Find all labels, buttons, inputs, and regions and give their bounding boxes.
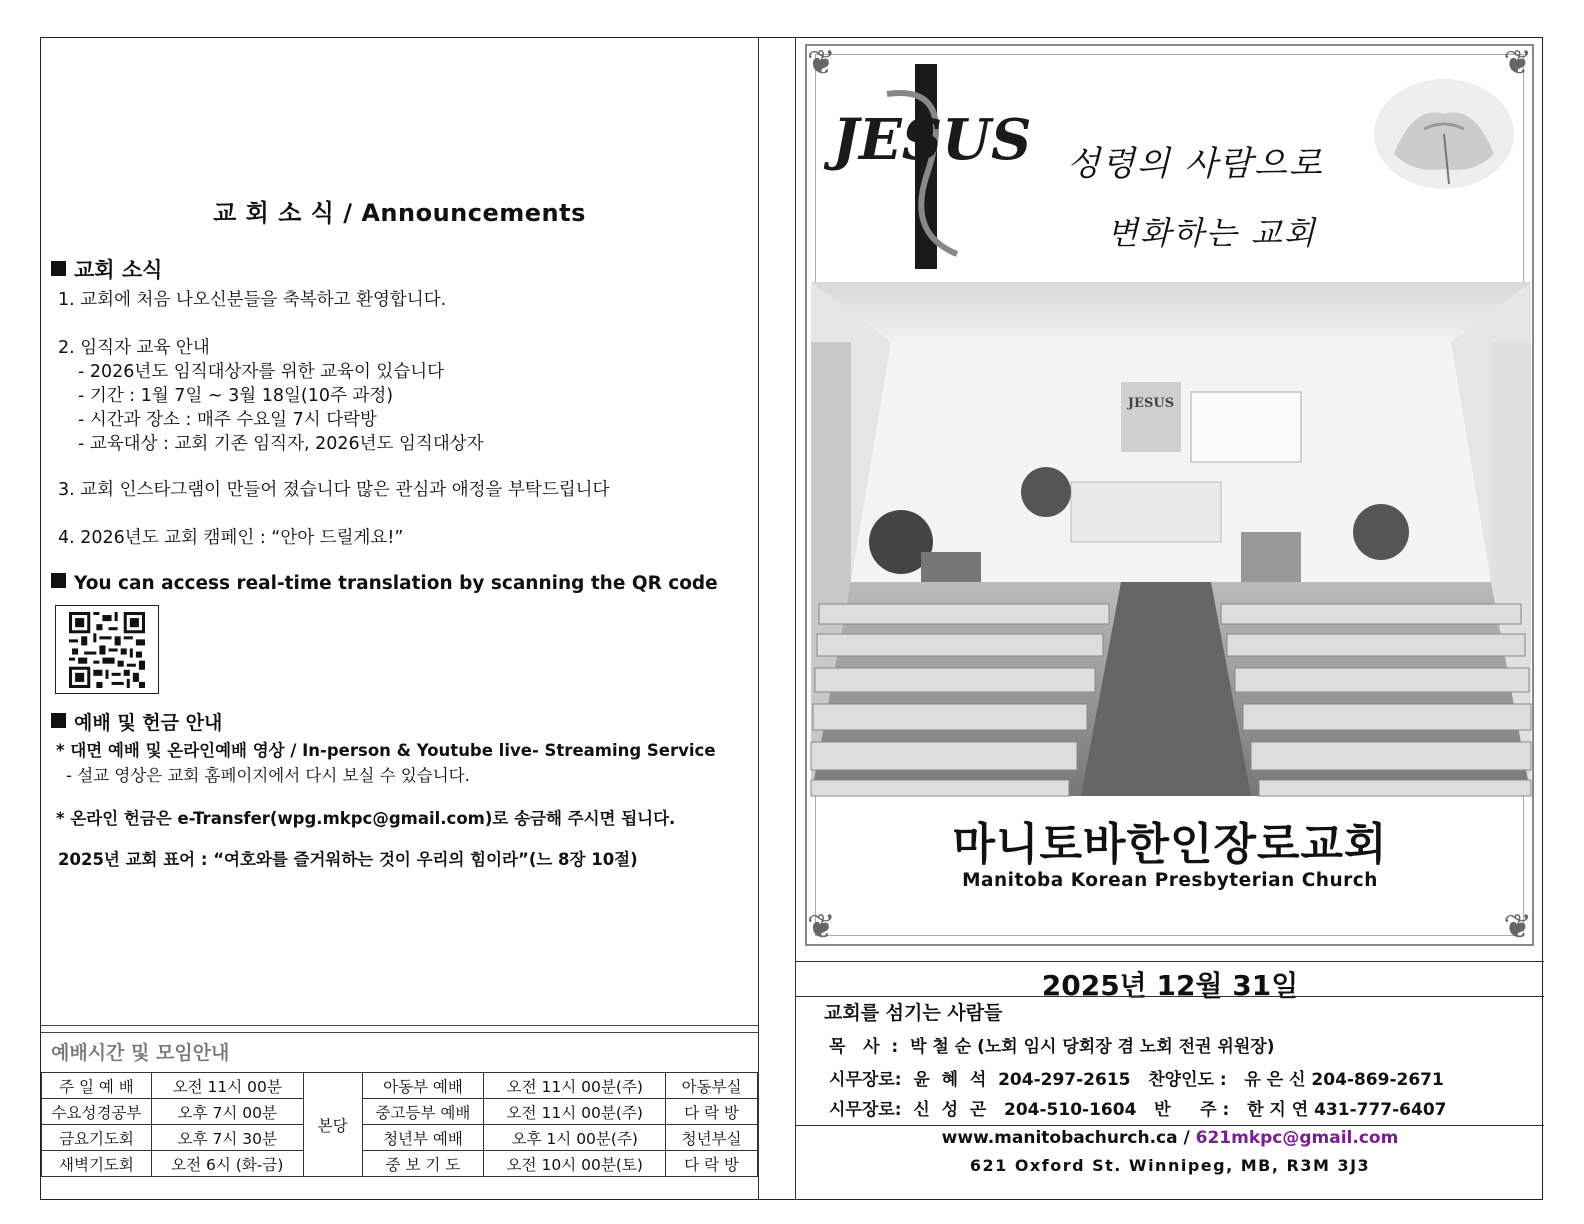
announcements-title: 교 회 소 식 / Announcements	[213, 199, 586, 227]
staff-title: 교회를 섬기는 사람들	[824, 1002, 1003, 1024]
fold-line-left	[758, 38, 759, 1199]
slogan-line-1: 성령의 사람으로	[1067, 144, 1324, 184]
schedule-table	[41, 1072, 758, 1177]
table-row	[42, 1073, 758, 1099]
staff-line: 시무장로: 신 성 곤 204-510-1604 반 주 : 한 지 연 431-777-6407	[829, 1100, 1447, 1120]
divider	[796, 996, 1544, 997]
separator: /	[1177, 1128, 1196, 1148]
announcement-item-2-sub: - 기간 : 1월 7일 ~ 3월 18일(10주 과정)	[78, 386, 394, 406]
announcement-item-2-sub: - 교육대상 : 교회 기존 임직자, 2026년도 임직대상자	[78, 434, 484, 454]
church-name-korean: 마니토바한인장로교회	[952, 819, 1388, 870]
schedule-cell: 금요기도회	[42, 1125, 152, 1151]
schedule-cell: 새벽기도회	[42, 1151, 152, 1177]
announcement-item-2-sub: - 2026년도 임직대상자를 위한 교육이 있습니다	[78, 362, 445, 382]
schedule-cell: 아동부 예배	[362, 1073, 484, 1099]
schedule-cell: 오전 6시 (화-금)	[151, 1151, 303, 1177]
bulletin-date: 2025년 12월 31일	[1041, 969, 1299, 1002]
schedule-cell: 중 보 기 도	[362, 1151, 484, 1177]
worship-info-sub: - 설교 영상은 교회 홈페이지에서 다시 보실 수 있습니다.	[66, 766, 470, 785]
corner-ornament-icon: ❦	[1503, 907, 1532, 947]
announcements-panel	[41, 38, 758, 1199]
schedule-cell: 오후 7시 30분	[151, 1125, 303, 1151]
schedule-cell: 오전 11시 00분(주)	[484, 1099, 666, 1125]
cover-panel	[796, 38, 1544, 1199]
sanctuary-photo	[811, 282, 1531, 796]
qr-code[interactable]	[55, 605, 159, 694]
schedule-cell: 오전 10시 00분(토)	[484, 1151, 666, 1177]
schedule-cell: 오전 11시 00분	[151, 1073, 303, 1099]
announcement-item-4: 4. 2026년도 교회 캠페인 : “안아 드릴게요!”	[58, 528, 404, 548]
schedule-cell: 주 일 예 배	[42, 1073, 152, 1099]
offering-info: * 온라인 헌금은 e-Transfer(wpg.mkpc@gmail.com)로 송금해 주시면 됩니다.	[56, 809, 676, 828]
schedule-cell: 청년부 예배	[362, 1125, 484, 1151]
divider	[41, 1025, 758, 1026]
logo-text: JESUS	[832, 107, 1032, 173]
section-translation: You can access real-time translation by scanning the QR code	[51, 573, 718, 594]
corner-ornament-icon: ❦	[1503, 43, 1532, 83]
square-bullet-icon	[51, 573, 66, 588]
section-church-news: 교회 소식	[51, 254, 162, 284]
schedule-location-main: 본당	[303, 1073, 362, 1177]
slogan-line-2: 변화하는 교회	[1107, 214, 1317, 252]
schedule-cell: 아동부실	[666, 1073, 758, 1099]
qr-code-icon	[69, 612, 145, 688]
announcement-item-2-sub: - 시간과 장소 : 매주 수요일 7시 다락방	[78, 410, 377, 430]
announcement-item-3: 3. 교회 인스타그램이 만들어 졌습니다 많은 관심과 애정을 부탁드립니다	[58, 480, 610, 500]
square-bullet-icon	[51, 713, 66, 728]
email-link[interactable]: 621mkpc@gmail.com	[1195, 1128, 1399, 1148]
schedule-cell: 수요성경공부	[42, 1099, 152, 1125]
table-row	[42, 1099, 758, 1125]
church-motto: 2025년 교회 표어 : “여호와를 즐거워하는 것이 우리의 힘이라”(느 8장 10절)	[58, 850, 638, 869]
schedule-cell: 오후 1시 00분(주)	[484, 1125, 666, 1151]
square-bullet-icon	[51, 261, 66, 276]
contact-web	[796, 1128, 1544, 1148]
staff-line: 시무장로: 윤 혜 석 204-297-2615 찬양인도 : 유 은 신 204-869-2671	[829, 1070, 1444, 1090]
corner-ornament-icon: ❦	[807, 907, 836, 947]
church-address: 621 Oxford St. Winnipeg, MB, R3M 3J3	[969, 1156, 1371, 1175]
announcement-item-2: 2. 임직자 교육 안내	[58, 338, 210, 358]
schedule-cell: 중고등부 예배	[362, 1099, 484, 1125]
website-link[interactable]: www.manitobachurch.ca	[941, 1128, 1178, 1148]
table-row	[42, 1151, 758, 1177]
schedule-cell: 오전 11시 00분(주)	[484, 1073, 666, 1099]
corner-ornament-icon: ❦	[807, 43, 836, 83]
divider	[41, 1032, 758, 1033]
announcement-item-1: 1. 교회에 처음 나오신분들을 축복하고 환영합니다.	[58, 290, 447, 310]
schedule-cell: 오후 7시 00분	[151, 1099, 303, 1125]
table-row	[42, 1125, 758, 1151]
divider	[796, 1125, 1544, 1126]
praying-hands-icon	[1364, 74, 1514, 194]
schedule-cell: 다 락 방	[666, 1099, 758, 1125]
schedule-cell: 다 락 방	[666, 1151, 758, 1177]
section-worship-offering: 예배 및 헌금 안내	[51, 708, 222, 735]
bulletin-sheet	[40, 37, 1543, 1200]
divider	[796, 961, 1544, 962]
church-name-english: Manitoba Korean Presbyterian Church	[962, 870, 1378, 891]
schedule-cell: 청년부실	[666, 1125, 758, 1151]
schedule-title: 예배시간 및 모임안내	[51, 1042, 230, 1064]
svg-text:JESUS: JESUS	[1127, 396, 1175, 411]
jesus-cross-logo	[832, 64, 1032, 269]
worship-info: * 대면 예배 및 온라인예배 영상 / In-person & Youtube live- Streaming Service	[56, 741, 716, 760]
staff-pastor: 목 사 : 박 철 순 (노회 임시 당회장 겸 노회 전권 위원장)	[829, 1037, 1275, 1057]
